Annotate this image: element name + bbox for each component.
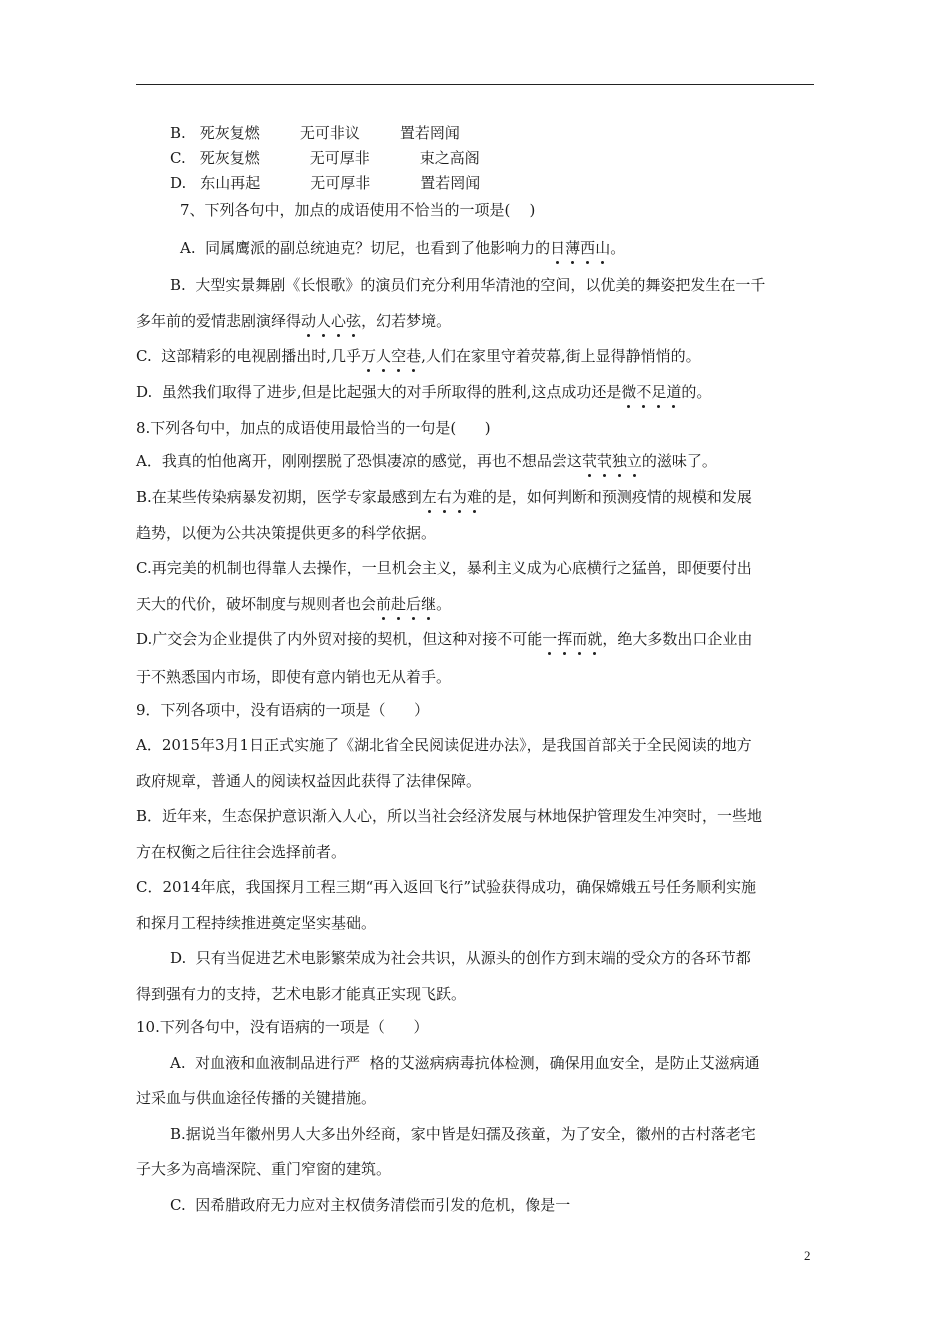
question-10-option-b-line1: B.据说当年徽州男人大多出外经商，家中皆是妇孺及孩童，为了安全，徽州的古村落老宅 xyxy=(170,1125,756,1143)
question-8-stem: 8.下列各句中，加点的成语使用最恰当的一句是( ) xyxy=(136,419,491,437)
dotted-char: 继 xyxy=(421,595,437,613)
dotted-char: 独 xyxy=(611,452,627,470)
dotted-char: 微 xyxy=(621,383,637,401)
header-rule xyxy=(136,84,814,85)
question-7-option-b-line1: B. 大型实景舞剧《长恨歌》的演员们充分利用华清池的空间，以优美的舞姿把发生在一千 xyxy=(170,276,766,294)
dotted-char: 人 xyxy=(316,312,332,330)
option-6b: B. 死灰复燃 无可非议 置若罔闻 xyxy=(170,124,460,142)
dotted-char: 足 xyxy=(651,383,667,401)
dotted-char: 空 xyxy=(391,347,407,365)
question-8-option-d-line1: D.广交会为企业提供了内外贸对接的契机，但这种对接不可能一挥而就，绝大多数出口企业由 xyxy=(136,630,753,648)
dotted-char: 立 xyxy=(626,452,642,470)
dotted-char: 后 xyxy=(406,595,422,613)
dotted-char: 心 xyxy=(331,312,347,330)
question-9-option-d-line2: 得到强有力的支持，艺术电影才能真正实现飞跃。 xyxy=(136,985,467,1003)
dotted-char: 山 xyxy=(595,239,611,257)
question-7-option-c: C. 这部精彩的电视剧播出时,几乎万人空巷,人们在家里守着荧幕,街上显得静悄悄的。 xyxy=(136,347,701,365)
question-9-option-a-line1: A．2015年3月1日正式实施了《湖北省全民阅读促进办法》，是我国首部关于全民阅读的地方 xyxy=(136,736,752,754)
question-7-stem: 7、下列各句中，加点的成语使用不恰当的一项是( ) xyxy=(180,201,536,219)
question-8-option-b-line1: B.在某些传染病暴发初期，医学专家最感到左右为难的是，如何判断和预测疫情的规模和发展 xyxy=(136,488,752,506)
dotted-char: 而 xyxy=(572,630,588,648)
question-8-option-b-line2: 趋势，以便为公共决策提供更多的科学依据。 xyxy=(136,524,437,542)
dotted-char: 道 xyxy=(666,383,682,401)
question-9-stem: 9．下列各项中，没有语病的一项是（ ） xyxy=(136,701,430,719)
dotted-char: 茕 xyxy=(596,452,612,470)
dotted-char: 右 xyxy=(436,488,452,506)
dotted-char: 日 xyxy=(550,239,566,257)
page-number: 2 xyxy=(804,1248,811,1263)
dotted-char: 薄 xyxy=(565,239,581,257)
question-9-option-d-line1: D. 只有当促进艺术电影繁荣成为社会共识，从源头的创作方到末端的受众方的各环节都 xyxy=(170,949,751,967)
dotted-char: 动 xyxy=(301,312,317,330)
dotted-char: 弦 xyxy=(346,312,362,330)
question-10-option-b-line2: 子大多为高墙深院、重门窄窗的建筑。 xyxy=(136,1160,392,1178)
dotted-char: 难 xyxy=(466,488,482,506)
option-6d: D. 东山再起 无可厚非 置若罔闻 xyxy=(170,174,481,192)
dotted-char: 万 xyxy=(361,347,377,365)
question-8-option-c-line1: C.再完美的机制也得靠人去操作，一旦机会主义，暴利主义成为心底横行之猛兽，即便要付出 xyxy=(136,559,752,577)
question-8-option-d-line2: 于不熟悉国内市场，即使有意内销也无从着手。 xyxy=(136,668,452,686)
dotted-char: 左 xyxy=(421,488,437,506)
question-7-option-a: A. 同属鹰派的副总统迪克？切尼，也看到了他影响力的日薄西山。 xyxy=(180,239,626,257)
question-10-option-c-line1: C. 因希腊政府无力应对主权债务清偿而引发的危机，像是一 xyxy=(170,1196,571,1214)
dotted-char: 前 xyxy=(376,595,392,613)
dotted-char: 一 xyxy=(542,630,558,648)
dotted-char: 人 xyxy=(376,347,392,365)
question-7-option-d: D. 虽然我们取得了进步,但是比起强大的对手所取得的胜利,这点成功还是微不足道的。 xyxy=(136,383,712,401)
dotted-char: 茕 xyxy=(581,452,597,470)
question-9-option-b-line1: B．近年来，生态保护意识渐入人心，所以当社会经济发展与林地保护管理发生冲突时，一些地 xyxy=(136,807,763,825)
dotted-char: 挥 xyxy=(557,630,573,648)
dotted-char: 西 xyxy=(580,239,596,257)
dotted-char: 就 xyxy=(587,630,603,648)
question-8-option-a: A．我真的怕他离开，刚刚摆脱了恐惧凄凉的感觉，再也不想品尝这茕茕独立的滋味了。 xyxy=(136,452,717,470)
option-6c: C. 死灰复燃 无可厚非 束之高阁 xyxy=(170,149,480,167)
dotted-char: 为 xyxy=(451,488,467,506)
question-7-option-b-line2: 多年前的爱情悲剧演绎得动人心弦，幻若梦境。 xyxy=(136,312,452,330)
question-9-option-c-line2: 和探月工程持续推进奠定坚实基础。 xyxy=(136,914,377,932)
question-9-option-b-line2: 方在权衡之后往往会选择前者。 xyxy=(136,843,347,861)
question-10-stem: 10.下列各句中，没有语病的一项是（ ） xyxy=(136,1018,429,1036)
dotted-char: 巷 xyxy=(406,347,422,365)
question-9-option-c-line1: C．2014年底，我国探月工程三期“再入返回飞行”试验获得成功，确保嫦娥五号任务顺利实施 xyxy=(136,878,756,896)
dotted-char: 不 xyxy=(636,383,652,401)
question-10-option-a-line1: A. 对血液和血液制品进行严 格的艾滋病病毒抗体检测，确保用血安全，是防止艾滋病通 xyxy=(170,1054,760,1072)
dotted-char: 赴 xyxy=(391,595,407,613)
question-8-option-c-line2: 天大的代价，破坏制度与规则者也会前赴后继。 xyxy=(136,595,452,613)
question-10-option-a-line2: 过采血与供血途径传播的关键措施。 xyxy=(136,1089,377,1107)
question-9-option-a-line2: 政府规章，普通人的阅读权益因此获得了法律保障。 xyxy=(136,772,482,790)
